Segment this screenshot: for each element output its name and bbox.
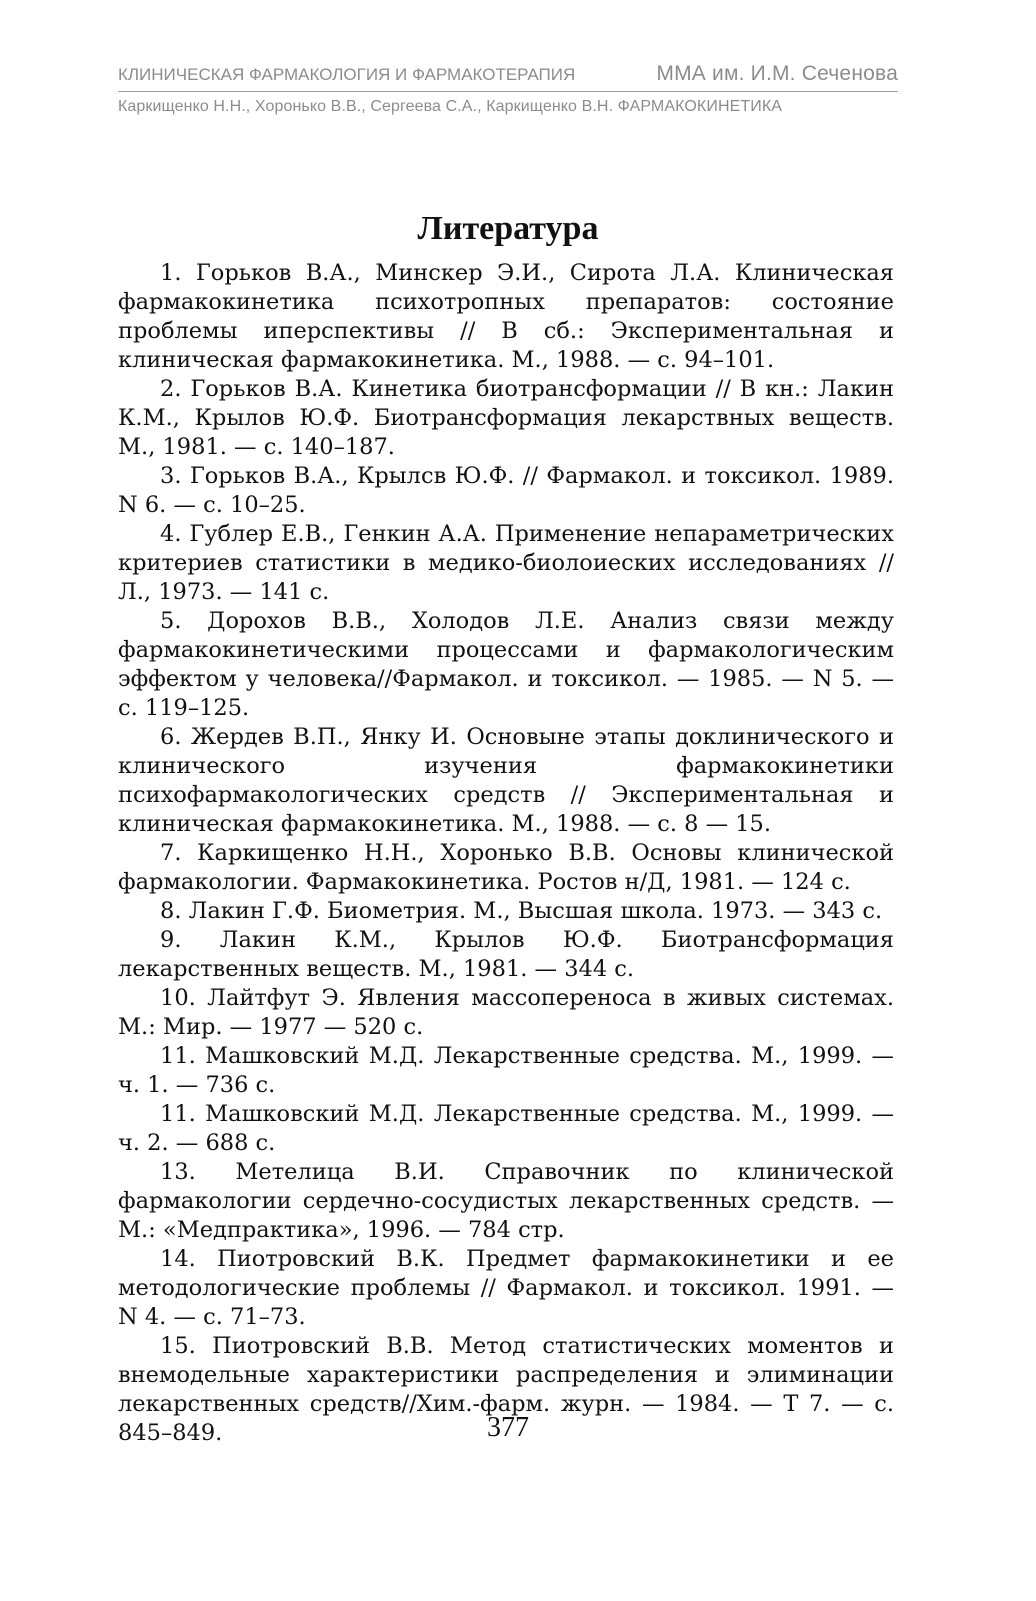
page-title: Литература bbox=[417, 210, 599, 247]
institution-name: ММА им. И.М. Сеченова bbox=[656, 62, 898, 85]
reference-item: 7. Каркищенко Н.Н., Хоронько В.В. Основы клинической фармакологии. Фармакокинетика. Ростов н/Д, 1981. — 124 с. bbox=[118, 840, 894, 895]
reference-item: 9. Лакин К.М., Крылов Ю.Ф. Биотрансформация лекарственных веществ. М., 1981. — 344 с. bbox=[118, 927, 894, 982]
running-head-line bbox=[118, 60, 898, 92]
reference-item: 11. Машковский М.Д. Лекарственные средства. М., 1999. — ч. 1. — 736 с. bbox=[118, 1043, 894, 1098]
reference-item: 14. Пиотровский В.К. Предмет фармакокинетики и ее методологические проблемы // Фармакол. и токсикол. 1991. — N 4. — с. 71–73. bbox=[118, 1246, 894, 1330]
page-number: 377 bbox=[487, 1412, 529, 1443]
reference-item: 15. Пиотровский В.В. Метод статистических моментов и внемодельные характеристики распределения и элиминации лекарственных средств//Хим.-фарм. журн. — 1984. — Т 7. — с. 845–849. bbox=[118, 1333, 894, 1446]
reference-item: 10. Лайтфут Э. Явления массопереноса в живых системах. М.: Мир. — 1977 — 520 с. bbox=[118, 985, 894, 1040]
reference-item: 1. Горьков В.А., Минскер Э.И., Сирота Л.А. Клиническая фармакокинетика психотропных препаратов: состояние проблемы иперспективы // В сб.: Экспериментальная и клиническая фармакокинетика. М., 1988. — с. 94–101. bbox=[118, 260, 894, 373]
reference-item: 13. Метелица В.И. Справочник по клинической фармакологии сердечно-сосудистых лекарственных средств. — М.: «Медпрактика», 1996. — 784 стр. bbox=[118, 1159, 894, 1243]
authors-line: Каркищенко Н.Н., Хоронько В.В., Сергеева С.А., Каркищенко В.Н. ФАРМАКОКИНЕТИКА bbox=[118, 98, 783, 115]
journal-title: КЛИНИЧЕСКАЯ ФАРМАКОЛОГИЯ И ФАРМАКОТЕРАПИЯ bbox=[118, 65, 576, 84]
running-head bbox=[118, 60, 898, 122]
reference-item: 11. Машковский М.Д. Лекарственные средства. М., 1999. — ч. 2. — 688 с. bbox=[118, 1101, 894, 1156]
reference-item: 2. Горьков В.А. Кинетика биотрансформации // В кн.: Лакин К.М., Крылов Ю.Ф. Биотрансформация лекарствных веществ. М., 1981. — с. 140–187. bbox=[118, 376, 894, 460]
reference-list bbox=[118, 259, 894, 1448]
reference-item: 8. Лакин Г.Ф. Биометрия. М., Высшая школа. 1973. — 343 с. bbox=[160, 898, 883, 924]
reference-item: 6. Жердев В.П., Янку И. Основыне этапы доклинического и клинического изучения фармакокинетики психофармакологических средств // Экспериментальная и клиническая фармакокинетика. М., 1988. — с. 8 — 15. bbox=[118, 724, 894, 837]
reference-item: 5. Дорохов В.В., Холодов Л.Е. Анализ связи между фармакокинетическими процессами и фармакологическим эффектом у человека//Фармакол. и токсикол. — 1985. — N 5. — с. 119–125. bbox=[118, 608, 894, 721]
reference-item: 4. Гублер Е.В., Генкин А.А. Применение непараметрических критериев статистики в медико-биолоиеских исследованиях // Л., 1973. — 141 с. bbox=[118, 521, 894, 605]
reference-item: 3. Горьков В.А., Крылсв Ю.Ф. // Фармакол. и токсикол. 1989. N 6. — с. 10–25. bbox=[118, 463, 894, 518]
